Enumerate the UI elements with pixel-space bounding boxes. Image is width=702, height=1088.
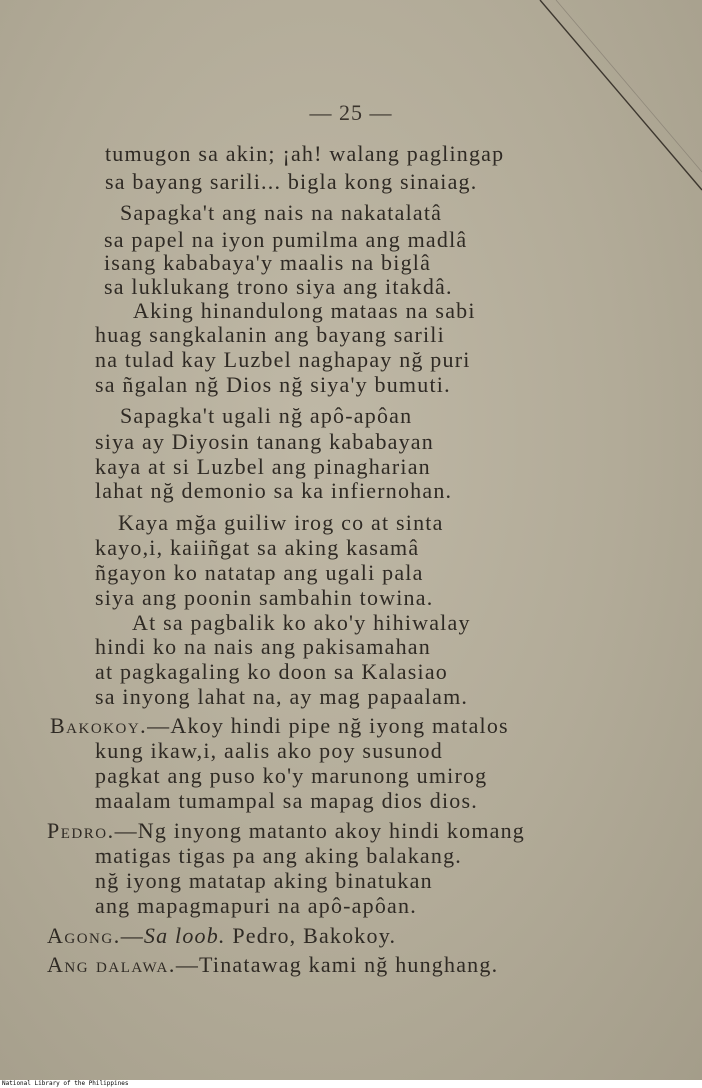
- speech-line: [47, 952, 498, 978]
- speech-line: matigas tigas pa ang aking balakang.: [95, 843, 462, 868]
- verse-line: siya ay Diyosin tanang kababayan: [95, 429, 434, 454]
- speech-line: maalam tumampal sa mapag dios dios.: [95, 788, 478, 813]
- verse-line: tumugon sa akin; ¡ah! walang paglingap: [105, 141, 505, 166]
- verse-line: kayo,i, kaiiñgat sa aking kasamâ: [95, 535, 420, 560]
- verse-line: sa inyong lahat na, ay mag papaalam.: [95, 684, 469, 709]
- verse-line: Sapagka't ang nais na nakatalatâ: [120, 200, 443, 225]
- verse-line: siya ang poonin sambahin towina.: [95, 585, 434, 610]
- verse-line: na tulad kay Luzbel naghapay nğ puri: [95, 347, 471, 372]
- verse-line: lahat nğ demonio sa ka infiernohan.: [95, 478, 453, 503]
- speech-line: Agong.—Sa loob. Pedro, Bakokoy.: [47, 923, 397, 948]
- speech-text: —Ng inyong matanto akoy hindi komang: [114, 818, 526, 843]
- verse-line: at pagkagaling ko doon sa Kalasiao: [95, 659, 448, 684]
- verse-line: At sa pagbalik ko ako'y hihiwalay: [132, 610, 471, 635]
- speaker-name: Bakokoy.: [50, 713, 148, 738]
- speech-text: —Akoy hindi pipe nğ iyong matalos: [147, 713, 509, 738]
- speech-line: pagkat ang puso ko'y marunong umirog: [95, 763, 488, 788]
- speech-line: kung ikaw,i, aalis ako poy susunod: [95, 738, 443, 763]
- speaker-name: Agong.: [47, 923, 121, 948]
- speech-line: [50, 713, 509, 739]
- library-watermark: National Library of the Philippines: [0, 1080, 702, 1088]
- verse-line: sa ñgalan nğ Dios nğ siya'y bumuti.: [95, 372, 451, 397]
- verse-line: sa bayang sarili... bigla kong sinaiag.: [105, 169, 478, 194]
- verse-line: hindi ko na nais ang pakisamahan: [95, 634, 431, 659]
- verse-line: Sapagka't ugali nğ apô-apôan: [120, 403, 413, 428]
- verse-line: Aking hinandulong mataas na sabi: [133, 298, 476, 323]
- verse-line: ñgayon ko natatap ang ugali pala: [95, 560, 424, 585]
- stage-direction: Sa loob.: [143, 923, 226, 948]
- speaker-name: Pedro.: [47, 818, 115, 843]
- speaker-name: Ang dalawa.: [47, 952, 176, 977]
- speech-text: —Tinatawag kami nğ hunghang.: [175, 952, 499, 977]
- verse-line: sa papel na iyon pumilma ang madlâ: [104, 227, 468, 252]
- verse-line: isang kababaya'y maalis na biglâ: [104, 250, 432, 275]
- verse-line: sa luklukang trono siya ang itakdâ.: [104, 274, 453, 299]
- page-number: — 25 —: [309, 100, 393, 125]
- speech-line: [47, 818, 525, 844]
- speech-line: nğ iyong matatap aking binatukan: [95, 868, 433, 893]
- speech-line: ang mapagmapuri na apô-apôan.: [95, 893, 417, 918]
- speech-text: Pedro, Bakokoy.: [232, 923, 397, 948]
- verse-line: huag sangkalanin ang bayang sarili: [95, 322, 445, 347]
- verse-line: Kaya mğa guiliw irog co at sinta: [118, 510, 444, 535]
- verse-line: kaya at si Luzbel ang pinagharian: [95, 454, 431, 479]
